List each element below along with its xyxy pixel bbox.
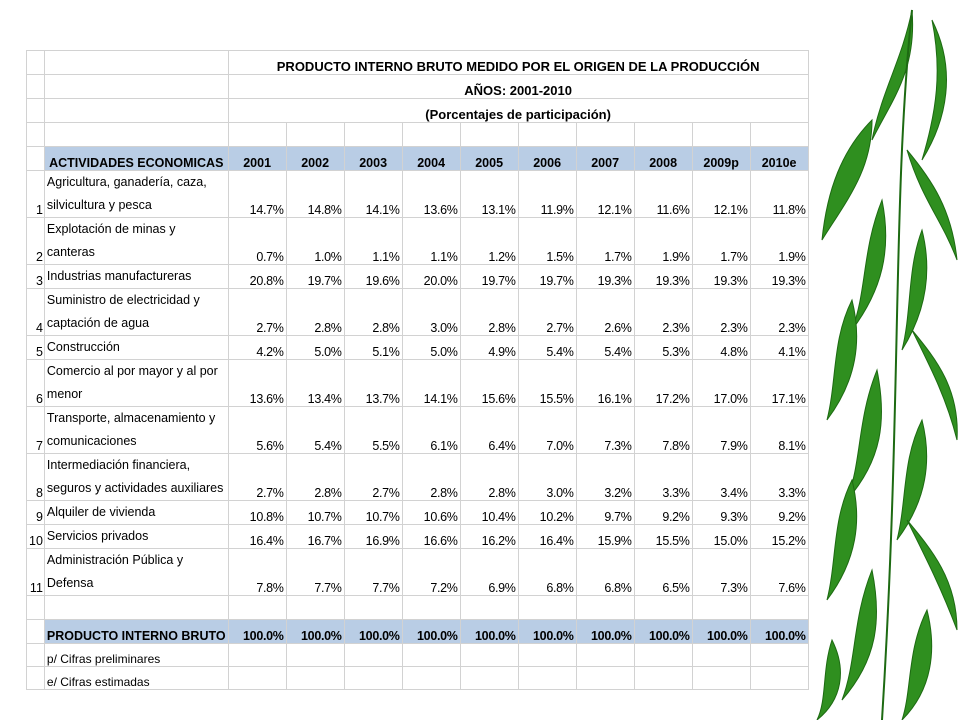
value-cell: 9.7% — [576, 501, 634, 525]
header-year-2005: 2005 — [460, 147, 518, 171]
value-cell: 9.2% — [750, 501, 808, 525]
value-cell: 1.9% — [750, 218, 808, 265]
total-value-cell: 100.0% — [576, 620, 634, 644]
value-cell: 2.8% — [460, 289, 518, 336]
value-cell: 5.0% — [286, 336, 344, 360]
header-activities: ACTIVIDADES ECONOMICAS — [44, 147, 228, 171]
value-cell: 11.9% — [518, 171, 576, 218]
value-cell: 10.6% — [402, 501, 460, 525]
table-row — [27, 171, 809, 218]
value-cell: 2.8% — [286, 289, 344, 336]
value-cell: 16.7% — [286, 525, 344, 549]
row-index: 5 — [27, 336, 45, 360]
value-cell: 11.8% — [750, 171, 808, 218]
row-index: 4 — [27, 289, 45, 336]
activity-label: Comercio al por mayor y al por menor — [44, 360, 228, 407]
value-cell: 2.6% — [576, 289, 634, 336]
value-cell: 4.8% — [692, 336, 750, 360]
table-row — [27, 265, 809, 289]
value-cell: 19.7% — [286, 265, 344, 289]
value-cell: 14.1% — [402, 360, 460, 407]
value-cell: 7.0% — [518, 407, 576, 454]
table-row — [27, 454, 809, 501]
table-row — [27, 289, 809, 336]
value-cell: 7.6% — [750, 549, 808, 596]
activity-label: Construcción — [44, 336, 228, 360]
value-cell: 13.7% — [344, 360, 402, 407]
total-value-cell: 100.0% — [518, 620, 576, 644]
value-cell: 2.3% — [634, 289, 692, 336]
value-cell: 1.5% — [518, 218, 576, 265]
value-cell: 19.3% — [634, 265, 692, 289]
value-cell: 2.3% — [750, 289, 808, 336]
total-value-cell: 100.0% — [692, 620, 750, 644]
value-cell: 11.6% — [634, 171, 692, 218]
value-cell: 5.4% — [286, 407, 344, 454]
value-cell: 2.7% — [228, 454, 286, 501]
value-cell: 2.8% — [460, 454, 518, 501]
table-row — [27, 525, 809, 549]
value-cell: 12.1% — [576, 171, 634, 218]
value-cell: 0.7% — [228, 218, 286, 265]
total-label: PRODUCTO INTERNO BRUTO — [44, 620, 228, 644]
value-cell: 14.8% — [286, 171, 344, 218]
value-cell: 7.3% — [692, 549, 750, 596]
activity-label: Servicios privados — [44, 525, 228, 549]
header-year-2008: 2008 — [634, 147, 692, 171]
table-title: PRODUCTO INTERNO BRUTO MEDIDO POR EL ORIGEN DE LA PRODUCCIÓN — [228, 51, 808, 75]
value-cell: 10.2% — [518, 501, 576, 525]
total-value-cell: 100.0% — [286, 620, 344, 644]
activity-label: Industrias manufactureras — [44, 265, 228, 289]
value-cell: 5.4% — [576, 336, 634, 360]
gdp-table — [26, 50, 809, 690]
value-cell: 19.3% — [750, 265, 808, 289]
value-cell: 17.0% — [692, 360, 750, 407]
header-year-2004: 2004 — [402, 147, 460, 171]
value-cell: 3.0% — [402, 289, 460, 336]
value-cell: 2.8% — [344, 289, 402, 336]
header-year-2006: 2006 — [518, 147, 576, 171]
value-cell: 9.2% — [634, 501, 692, 525]
value-cell: 16.6% — [402, 525, 460, 549]
value-cell: 10.8% — [228, 501, 286, 525]
value-cell: 3.0% — [518, 454, 576, 501]
activity-label: Explotación de minas y canteras — [44, 218, 228, 265]
value-cell: 14.7% — [228, 171, 286, 218]
value-cell: 17.2% — [634, 360, 692, 407]
value-cell: 3.2% — [576, 454, 634, 501]
value-cell: 1.0% — [286, 218, 344, 265]
value-cell: 16.9% — [344, 525, 402, 549]
value-cell: 5.6% — [228, 407, 286, 454]
value-cell: 7.3% — [576, 407, 634, 454]
table-row — [27, 501, 809, 525]
activity-label: Transporte, almacenamiento y comunicaciones — [44, 407, 228, 454]
value-cell: 5.4% — [518, 336, 576, 360]
header-year-2003: 2003 — [344, 147, 402, 171]
activity-label: Agricultura, ganadería, caza, silvicultura y pesca — [44, 171, 228, 218]
value-cell: 2.3% — [692, 289, 750, 336]
row-index: 11 — [27, 549, 45, 596]
row-index: 6 — [27, 360, 45, 407]
value-cell: 5.0% — [402, 336, 460, 360]
table-row — [27, 218, 809, 265]
value-cell: 1.7% — [576, 218, 634, 265]
value-cell: 19.7% — [518, 265, 576, 289]
row-index: 2 — [27, 218, 45, 265]
value-cell: 6.1% — [402, 407, 460, 454]
bamboo-leaves-icon — [812, 0, 960, 720]
total-value-cell: 100.0% — [402, 620, 460, 644]
activity-label: Alquiler de vivienda — [44, 501, 228, 525]
value-cell: 4.9% — [460, 336, 518, 360]
value-cell: 1.9% — [634, 218, 692, 265]
activity-label: Suministro de electricidad y captación de agua — [44, 289, 228, 336]
value-cell: 15.2% — [750, 525, 808, 549]
value-cell: 19.6% — [344, 265, 402, 289]
value-cell: 3.3% — [750, 454, 808, 501]
value-cell: 9.3% — [692, 501, 750, 525]
row-index: 3 — [27, 265, 45, 289]
value-cell: 1.2% — [460, 218, 518, 265]
header-year-2010e: 2010e — [750, 147, 808, 171]
value-cell: 20.8% — [228, 265, 286, 289]
value-cell: 2.7% — [518, 289, 576, 336]
value-cell: 12.1% — [692, 171, 750, 218]
value-cell: 15.5% — [634, 525, 692, 549]
value-cell: 1.7% — [692, 218, 750, 265]
value-cell: 2.8% — [286, 454, 344, 501]
value-cell: 15.0% — [692, 525, 750, 549]
value-cell: 5.1% — [344, 336, 402, 360]
row-index: 8 — [27, 454, 45, 501]
value-cell: 16.4% — [228, 525, 286, 549]
header-year-2009p: 2009p — [692, 147, 750, 171]
total-value-cell: 100.0% — [634, 620, 692, 644]
value-cell: 4.1% — [750, 336, 808, 360]
table-row — [27, 549, 809, 596]
total-value-cell: 100.0% — [460, 620, 518, 644]
value-cell: 16.4% — [518, 525, 576, 549]
total-value-cell: 100.0% — [750, 620, 808, 644]
activity-label: Intermediación financiera, seguros y actividades auxiliares — [44, 454, 228, 501]
value-cell: 3.4% — [692, 454, 750, 501]
value-cell: 3.3% — [634, 454, 692, 501]
value-cell: 4.2% — [228, 336, 286, 360]
value-cell: 13.1% — [460, 171, 518, 218]
value-cell: 6.5% — [634, 549, 692, 596]
value-cell: 16.2% — [460, 525, 518, 549]
header-year-2007: 2007 — [576, 147, 634, 171]
table-row — [27, 336, 809, 360]
value-cell: 16.1% — [576, 360, 634, 407]
value-cell: 5.3% — [634, 336, 692, 360]
header-year-2001: 2001 — [228, 147, 286, 171]
value-cell: 15.6% — [460, 360, 518, 407]
table-subtitle-units: (Porcentajes de participación) — [228, 99, 808, 123]
value-cell: 8.1% — [750, 407, 808, 454]
footnote: e/ Cifras estimadas — [44, 667, 228, 690]
row-index: 9 — [27, 501, 45, 525]
value-cell: 1.1% — [344, 218, 402, 265]
header-year-2002: 2002 — [286, 147, 344, 171]
value-cell: 20.0% — [402, 265, 460, 289]
row-index: 10 — [27, 525, 45, 549]
value-cell: 7.8% — [634, 407, 692, 454]
value-cell: 13.4% — [286, 360, 344, 407]
row-index: 1 — [27, 171, 45, 218]
value-cell: 6.8% — [518, 549, 576, 596]
value-cell: 6.9% — [460, 549, 518, 596]
table-row — [27, 407, 809, 454]
value-cell: 19.3% — [692, 265, 750, 289]
value-cell: 19.3% — [576, 265, 634, 289]
value-cell: 2.7% — [344, 454, 402, 501]
value-cell: 19.7% — [460, 265, 518, 289]
table-subtitle-years: AÑOS: 2001-2010 — [228, 75, 808, 99]
footnote: p/ Cifras preliminares — [44, 644, 228, 667]
value-cell: 15.5% — [518, 360, 576, 407]
value-cell: 2.8% — [402, 454, 460, 501]
value-cell: 10.7% — [344, 501, 402, 525]
value-cell: 15.9% — [576, 525, 634, 549]
total-row — [27, 620, 809, 644]
activity-label: Administración Pública y Defensa — [44, 549, 228, 596]
table-row — [27, 360, 809, 407]
value-cell: 5.5% — [344, 407, 402, 454]
value-cell: 14.1% — [344, 171, 402, 218]
value-cell: 7.7% — [344, 549, 402, 596]
value-cell: 7.9% — [692, 407, 750, 454]
value-cell: 10.7% — [286, 501, 344, 525]
value-cell: 6.8% — [576, 549, 634, 596]
value-cell: 10.4% — [460, 501, 518, 525]
total-value-cell: 100.0% — [344, 620, 402, 644]
row-index: 7 — [27, 407, 45, 454]
value-cell: 7.8% — [228, 549, 286, 596]
value-cell: 13.6% — [402, 171, 460, 218]
value-cell: 13.6% — [228, 360, 286, 407]
value-cell: 7.7% — [286, 549, 344, 596]
total-value-cell: 100.0% — [228, 620, 286, 644]
value-cell: 7.2% — [402, 549, 460, 596]
value-cell: 6.4% — [460, 407, 518, 454]
value-cell: 1.1% — [402, 218, 460, 265]
value-cell: 2.7% — [228, 289, 286, 336]
value-cell: 17.1% — [750, 360, 808, 407]
